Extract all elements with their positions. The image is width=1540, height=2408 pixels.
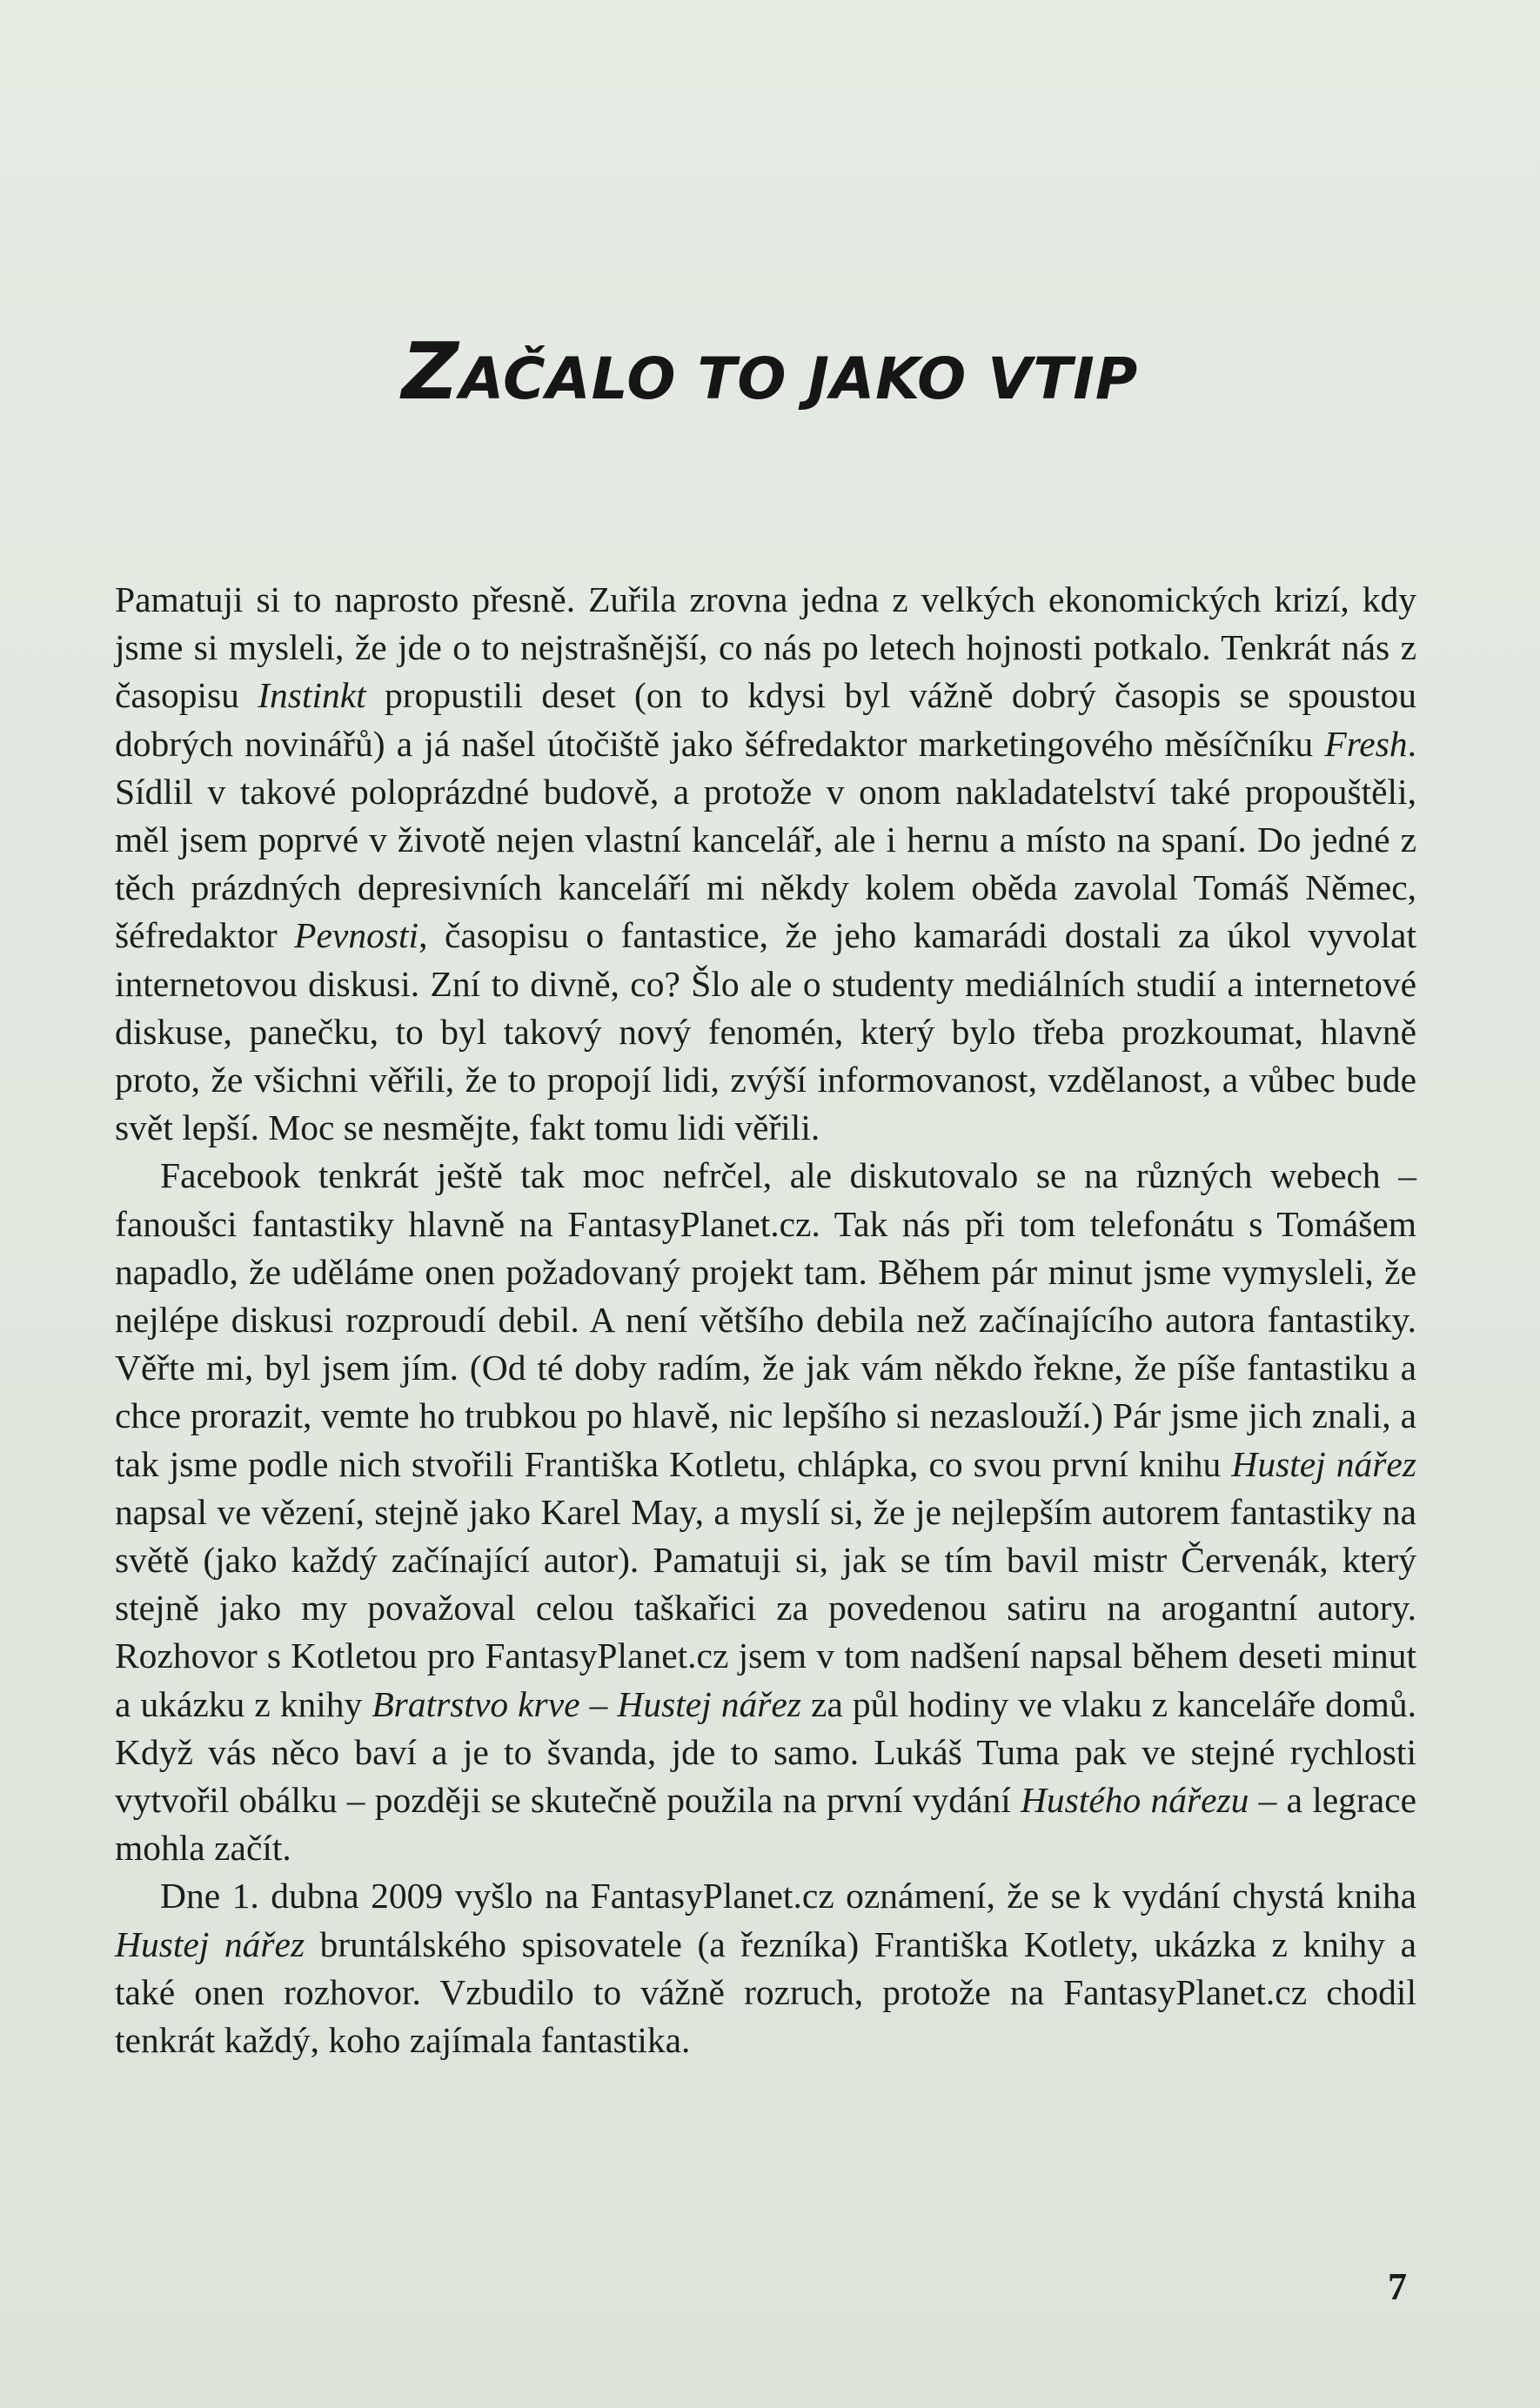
italic-run: Hustej nářez bbox=[1231, 1443, 1416, 1484]
paragraph bbox=[115, 576, 1416, 1152]
text-run: , časopisu o fantastice, že jeho kamarádi dostali za úkol vyvolat internetovou diskusi. Zní to divně, co? Šlo ale o studenty mediálních studií a internetové diskuse, panečku, to byl takový nový fenomén, který bylo třeba prozkoumat, hlavně proto, že všichni věřili, že to propojí lidi, zvýší informovanost, vzdělanost, a vůbec bude svět lepší. Moc se nesmějte, fakt tomu lidi věřili. bbox=[115, 915, 1416, 1148]
italic-run: Pevnosti bbox=[294, 915, 419, 956]
text-run: za půl hodiny ve vlaku z kanceláře domů. Když vás něco baví a je to švanda, jde to samo. Lukáš Tuma pak ve stejné rychlosti vytvořil obálku – později se skutečně použila na první vydání bbox=[115, 1683, 1416, 1821]
text-run: . Sídlil v takové poloprázdné budově, a protože v onom nakladatelství také propouštěli, měl jsem poprvé v životě nejen vlastní kancelář, ale i hernu a místo na spaní. Do jedné z těch prázdných depresivních kanceláří mi někdy kolem oběda zavolal Tomáš Němec, šéfredaktor bbox=[115, 723, 1416, 956]
text-run: bruntálského spisovatele (a řezníka) Františka Kotlety, ukázka z knihy a také onen rozhovor. Vzbudilo to vážně rozruch, protože na FantasyPlanet.cz chodil tenkrát každý, koho zajímala fantastika. bbox=[115, 1923, 1416, 2061]
text-run: Dne 1. dubna 2009 vyšlo na FantasyPlanet.cz oznámení, že se k vydání chystá kniha bbox=[160, 1876, 1416, 1916]
italic-run: Hustého nářezu bbox=[1020, 1780, 1249, 1821]
italic-run: Hustej nářez bbox=[115, 1923, 305, 1964]
paragraph bbox=[115, 1152, 1416, 1872]
italic-run: Instinkt bbox=[258, 675, 366, 716]
text-run: propustili deset (on to kdysi byl vážně dobrý časopis se spoustou dobrých novinářů) a já našel útočiště jako šéfredaktor marketingového měsíčníku bbox=[115, 675, 1416, 764]
chapter-title-rest: AČALO TO JAKO VTIP bbox=[459, 345, 1139, 412]
italic-run: Bratrstvo krve – Hustej nářez bbox=[372, 1683, 801, 1724]
page-number: 7 bbox=[1388, 2265, 1407, 2308]
chapter-title-initial: Z bbox=[401, 326, 460, 418]
text-run: Facebook tenkrát ještě tak moc nefrčel, ale diskutovalo se na různých webech – fanoušci fantastiky hlavně na FantasyPlanet.cz. Tak nás při tom telefonátu s Tomášem napadlo, že uděláme onen požadovaný projekt tam. Během pár minut jsme vymysleli, že nejlépe diskusi rozproudí debil. A není většího debila než začínajícího autora fantastiky. Věřte mi, byl jsem jím. (Od té doby radím, že jak vám někdo řekne, že píše fantastiku a chce prorazit, vemte ho trubkou po hlavě, nic lepšího si nezaslouží.) Pár jsme jich znali, a tak jsme podle nich stvořili Františka Kotletu, chlápka, co svou první knihu bbox=[115, 1155, 1416, 1484]
chapter-body bbox=[115, 576, 1416, 2064]
italic-run: Fresh bbox=[1324, 723, 1408, 764]
text-run: napsal ve vězení, stejně jako Karel May, a myslí si, že je nejlepším autorem fantastiky na světě (jako každý začínající autor). Pamatuji si, jak se tím bavil mistr Červenák, který stejně jako my považoval celou taškařici za povedenou satiru na arogantní autory. Rozhovor s Kotletou pro FantasyPlanet.cz jsem v tom nadšení napsal během deseti minut a ukázku z knihy bbox=[115, 1491, 1416, 1724]
chapter-title bbox=[0, 326, 1540, 432]
paragraph bbox=[115, 1872, 1416, 2064]
text-run: – a legrace mohla začít. bbox=[115, 1780, 1416, 1869]
text-run: Pamatuji si to naprosto přesně. Zuřila zrovna jedna z velkých ekonomických krizí, kdy jsme si mysleli, že jde o to nejstrašnější, co nás po letech hojnosti potkalo. Tenkrát nás z časopisu bbox=[115, 579, 1416, 716]
